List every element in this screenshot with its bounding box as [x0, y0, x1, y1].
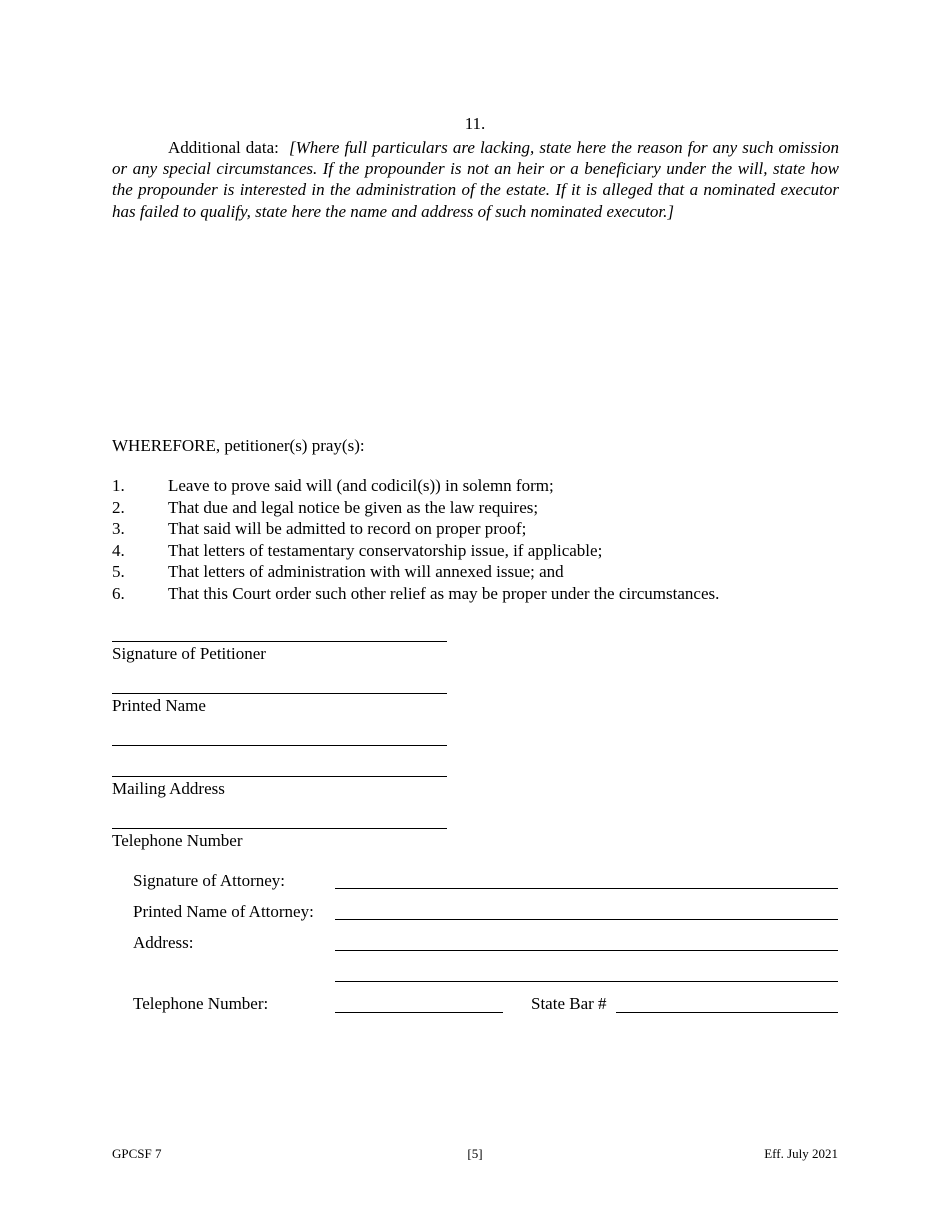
prayer-text: That letters of testamentary conservatorship issue, if applicable; [168, 540, 603, 560]
attorney-signature-line[interactable] [335, 888, 838, 889]
attorney-printed-name-label: Printed Name of Attorney: [133, 902, 314, 921]
section-number: 11. [464, 114, 486, 133]
footer-form-id: GPCSF 7 [112, 1146, 162, 1161]
attorney-address-line-1[interactable] [335, 950, 838, 951]
state-bar-line[interactable] [616, 1012, 838, 1013]
wherefore-heading: WHEREFORE, petitioner(s) pray(s): [112, 436, 365, 455]
prayer-text: That this Court order such other relief as may be proper under the circumstances. [168, 583, 720, 603]
prayer-text: That due and legal notice be given as the law requires; [168, 497, 539, 517]
mailing-address-line-2[interactable] [112, 776, 447, 777]
additional-data-label: Additional data: [168, 138, 279, 157]
attorney-printed-name-line[interactable] [335, 919, 838, 920]
prayer-number: 6. [112, 583, 125, 603]
telephone-line[interactable] [112, 828, 447, 829]
attorney-address-line-2[interactable] [335, 981, 838, 982]
prayer-text: Leave to prove said will (and codicil(s)) in solemn form; [168, 476, 554, 495]
prayer-number: 1. [112, 476, 125, 495]
printed-name-label: Printed Name [112, 696, 206, 715]
prayer-number: 4. [112, 540, 125, 560]
additional-data-paragraph [112, 137, 839, 222]
telephone-label: Telephone Number [112, 831, 243, 850]
petitioner-signature-label: Signature of Petitioner [112, 644, 266, 663]
printed-name-line[interactable] [112, 693, 447, 694]
prayer-text: That letters of administration with will annexed issue; and [168, 562, 564, 581]
attorney-telephone-line[interactable] [335, 1012, 503, 1013]
attorney-address-label: Address: [133, 933, 194, 952]
attorney-signature-label: Signature of Attorney: [133, 871, 286, 890]
prayer-number: 2. [112, 497, 125, 517]
prayer-number: 5. [112, 562, 125, 581]
attorney-telephone-label: Telephone Number: [133, 994, 269, 1013]
mailing-address-line-1[interactable] [112, 745, 447, 746]
footer-effective-date: Eff. July 2021 [764, 1146, 838, 1161]
state-bar-label: State Bar # [531, 994, 607, 1013]
petitioner-signature-line[interactable] [112, 641, 447, 642]
prayer-text: That said will be admitted to record on proper proof; [168, 519, 527, 538]
footer-page-number: [5] [467, 1146, 483, 1161]
mailing-address-label: Mailing Address [112, 779, 225, 798]
prayer-number: 3. [112, 519, 125, 538]
additional-data-instruction: [Where full particulars are lacking, state here the reason for any such omission or any special circumstances. If the propounder is not an heir or a beneficiary under the will, state how the propounder is interested in the administration of the estate. If it is alleged that a nominated executor has failed to qualify, state here the name and address of such nominated executor.] [112, 138, 840, 221]
